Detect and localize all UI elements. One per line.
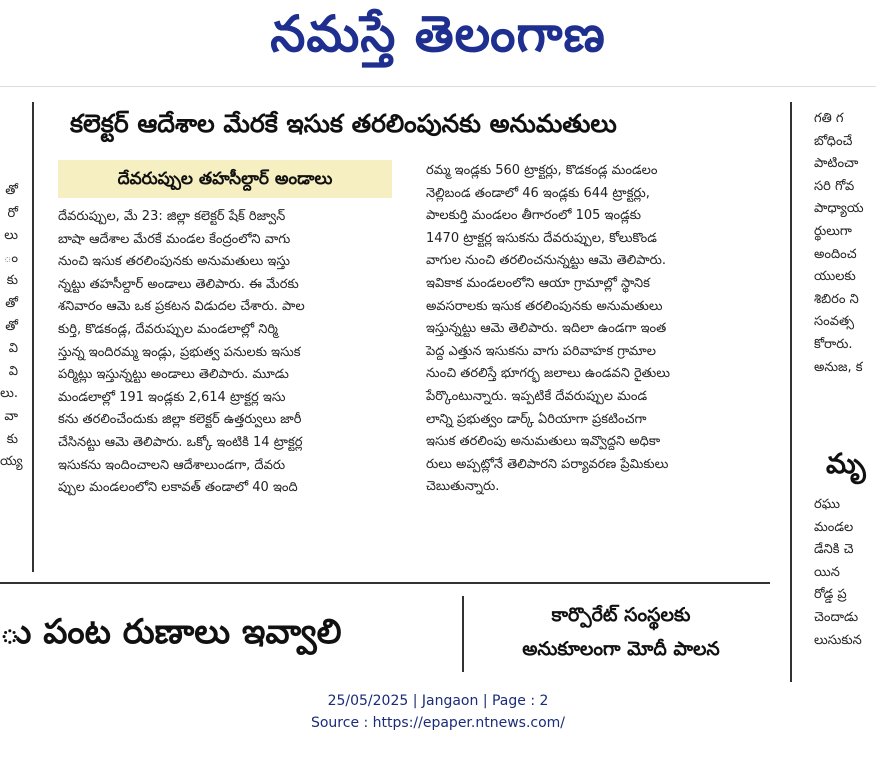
article-line: దేవరుప్పుల, మే 23: జిల్లా కలెక్టర్ షేక్ రిజ్వాన్	[58, 209, 286, 224]
clipped-text-line: చెందాడు	[814, 609, 859, 625]
clipped-text-line: తో	[5, 183, 18, 198]
page-footer	[0, 690, 876, 734]
article-line: నెల్లిబండ తండాలో 46 ఇండ్లకు 644 ట్రాక్టర్లు,	[426, 185, 650, 201]
clipped-text-line: పాధ్యాయ	[814, 201, 864, 217]
clipped-text-line: రఘు	[814, 497, 840, 512]
article-column-1	[58, 206, 398, 500]
footer-date-edition: 25/05/2025 | Jangaon | Page : 2	[327, 693, 549, 709]
clipped-text-line: లుసుకున	[814, 632, 862, 648]
article-line: చేసినట్టు ఆమె తెలిపారు. ఒక్కో ఇంటికి 14 ట్రాక్టర్ల	[58, 434, 303, 450]
clipped-text-line: లు.	[0, 386, 18, 402]
newspaper-logo: నమస్తే తెలంగాణ	[270, 4, 606, 63]
clipped-text-line: వి	[8, 363, 18, 379]
clipped-text-line: రో	[7, 205, 18, 221]
article-line: పర్మిట్లు ఇస్తున్నట్టు అండాలు తెలిపారు. మూడు	[58, 367, 289, 383]
bottom-right-headline	[476, 598, 766, 666]
article-line: మండలాల్లో 191 ఇండ్లకు 2,614 ట్రాక్టర్ల ఇసు	[58, 389, 286, 405]
clipped-text-line: సరి గోవ	[814, 178, 855, 194]
article-line: స్తున్న ఇందిరమ్మ ఇండ్లు, ప్రభుత్వ పనులకు ఇసుక	[58, 344, 301, 360]
clipped-text-line: తో	[5, 295, 18, 311]
article-subhead: దేవరుప్పుల తహసీల్దార్ అండాలు	[58, 160, 392, 198]
clipped-text-line: రోడ్డ ప్ర	[814, 587, 847, 603]
clipped-text-line: య్య	[0, 454, 23, 470]
article-line: రమ్మ ఇండ్లకు 560 ట్రాక్టర్లు, కొడకండ్ల మండలం	[426, 163, 658, 178]
article-line: పెద్ద ఎత్తున ఇసుకను వాగు పరివాహక గ్రామాల	[426, 343, 656, 359]
section-divider	[0, 582, 770, 584]
clipped-text-line: మండల	[814, 519, 854, 535]
article-headline: కలెక్టర్ ఆదేశాల మేరకే ఇసుక తరలింపునకు అనుమతులు	[70, 109, 617, 138]
article-line: నుంచి ఇసుక తరలింపునకు అనుమతులు ఇస్తు	[58, 254, 290, 270]
article-line: రులు అప్పట్లోనే తెలిపారని పర్యావరణ ప్రేమికులు	[426, 456, 669, 472]
clipped-text-line: శిబిరం ని	[814, 291, 859, 307]
bottom-right-headline-line1: కార్పొరేట్ సంస్థలకు	[551, 604, 691, 626]
article-line: కుర్తి, కొడకండ్ల, దేవరుప్పుల మండలాల్లో నిర్మి	[58, 321, 278, 337]
column-divider-right	[790, 102, 792, 682]
article-line: చెబుతున్నారు.	[426, 479, 500, 495]
right-edge-column-lower	[814, 494, 876, 652]
clipped-text-line: తో	[5, 318, 18, 334]
article-line: నుంచి తరలిస్తే భూగర్భ జలాలు ఉండవని రైతులు	[426, 366, 670, 382]
article-line: ఇసుకను ఇందించాలని ఆదేశాలుండగా, దేవరు	[58, 457, 286, 473]
clipped-text-line: సంవత్స	[814, 314, 855, 330]
clipped-text-line: ర్థులుగా	[814, 223, 852, 239]
masthead-divider	[0, 86, 876, 87]
clipped-text-line: డేనికి చె	[814, 542, 854, 558]
clipped-text-line: లు	[4, 228, 18, 244]
article-line: లాన్ని ప్రభుత్వం డార్క్ ఏరియాగా ప్రకటించగా	[426, 411, 647, 427]
article-line: కను తరలించేందుకు జిల్లా కలెక్టర్ ఉత్తర్వులు జారీ	[58, 412, 302, 428]
clipped-text-line: పాటించా	[814, 156, 859, 172]
clipped-text-line: గతి గ	[814, 111, 844, 126]
clipped-text-line: వా	[4, 408, 18, 424]
clipped-text-line: అనుజ, క	[814, 359, 863, 375]
clipped-text-line: కోరారు.	[814, 336, 853, 352]
article-line: అవసరాలకు ఇసుక తరలింపునకు అనుమతులు	[426, 298, 663, 314]
right-edge-column	[814, 108, 876, 379]
clipped-text-line: కు	[6, 273, 18, 289]
article-line: ప్పుల మండలంలోని లకావత్ తండాలో 40 ఇంది	[58, 480, 298, 496]
footer-source: Source : https://epaper.ntnews.com/	[310, 715, 566, 731]
clipped-text-line: కు	[6, 431, 18, 447]
clipped-text-line: ం	[3, 250, 18, 266]
right-edge-headline: మృ	[826, 447, 866, 480]
article-line: పాలకుర్తి మండలం తీగారంలో 105 ఇండ్లకు	[426, 208, 641, 224]
article-line: శనివారం ఆమె ఒక ప్రకటన విడుదల చేశారు. పాల	[58, 299, 305, 315]
bottom-left-headline: ు పంట రుణాలు ఇవ్వాలి	[0, 612, 342, 652]
clipped-text-line: యులకు	[814, 269, 856, 285]
article-line: పేర్కొంటున్నారు. ఇప్పటికే దేవరుప్పుల మండ	[426, 388, 648, 404]
article-line: న్నట్టు తహసీల్దార్ అండాలు తెలిపారు. ఈ మేరకు	[58, 276, 299, 292]
article-line: ఇస్తున్నట్టు ఆమె తెలిపారు. ఇదిలా ఉండగా ఇంత	[426, 321, 667, 337]
article-line: బాషా ఆదేశాల మేరకే మండల కేంద్రంలోని వాగు	[58, 231, 291, 247]
article-line: ఇవికాక మండలంలోని ఆయా గ్రామాల్లో స్థానిక	[426, 275, 650, 291]
clipped-text-line: బోధించే	[814, 133, 853, 149]
clipped-text-line: వి	[8, 341, 18, 357]
bottom-divider	[462, 596, 464, 672]
column-divider-left	[32, 102, 34, 572]
article-column-2	[426, 160, 770, 499]
article-line: వాగుల నుంచి తరలించనున్నట్టు ఆమె తెలిపారు.	[426, 253, 666, 269]
clipped-text-line: యిన	[814, 564, 840, 580]
left-edge-column	[0, 180, 23, 474]
article-line: ఇసుక తరలింపు అనుమతులు ఇవ్వొద్దని అధికా	[426, 434, 661, 450]
article-line: 1470 ట్రాక్టర్ల ఇసుకను దేవరుప్పుల, కోలుకొండ	[426, 230, 657, 246]
clipped-text-line: అందించ	[814, 246, 857, 262]
bottom-right-headline-line2: అనుకూలంగా మోదీ పాలన	[522, 638, 720, 660]
masthead	[0, 0, 876, 72]
